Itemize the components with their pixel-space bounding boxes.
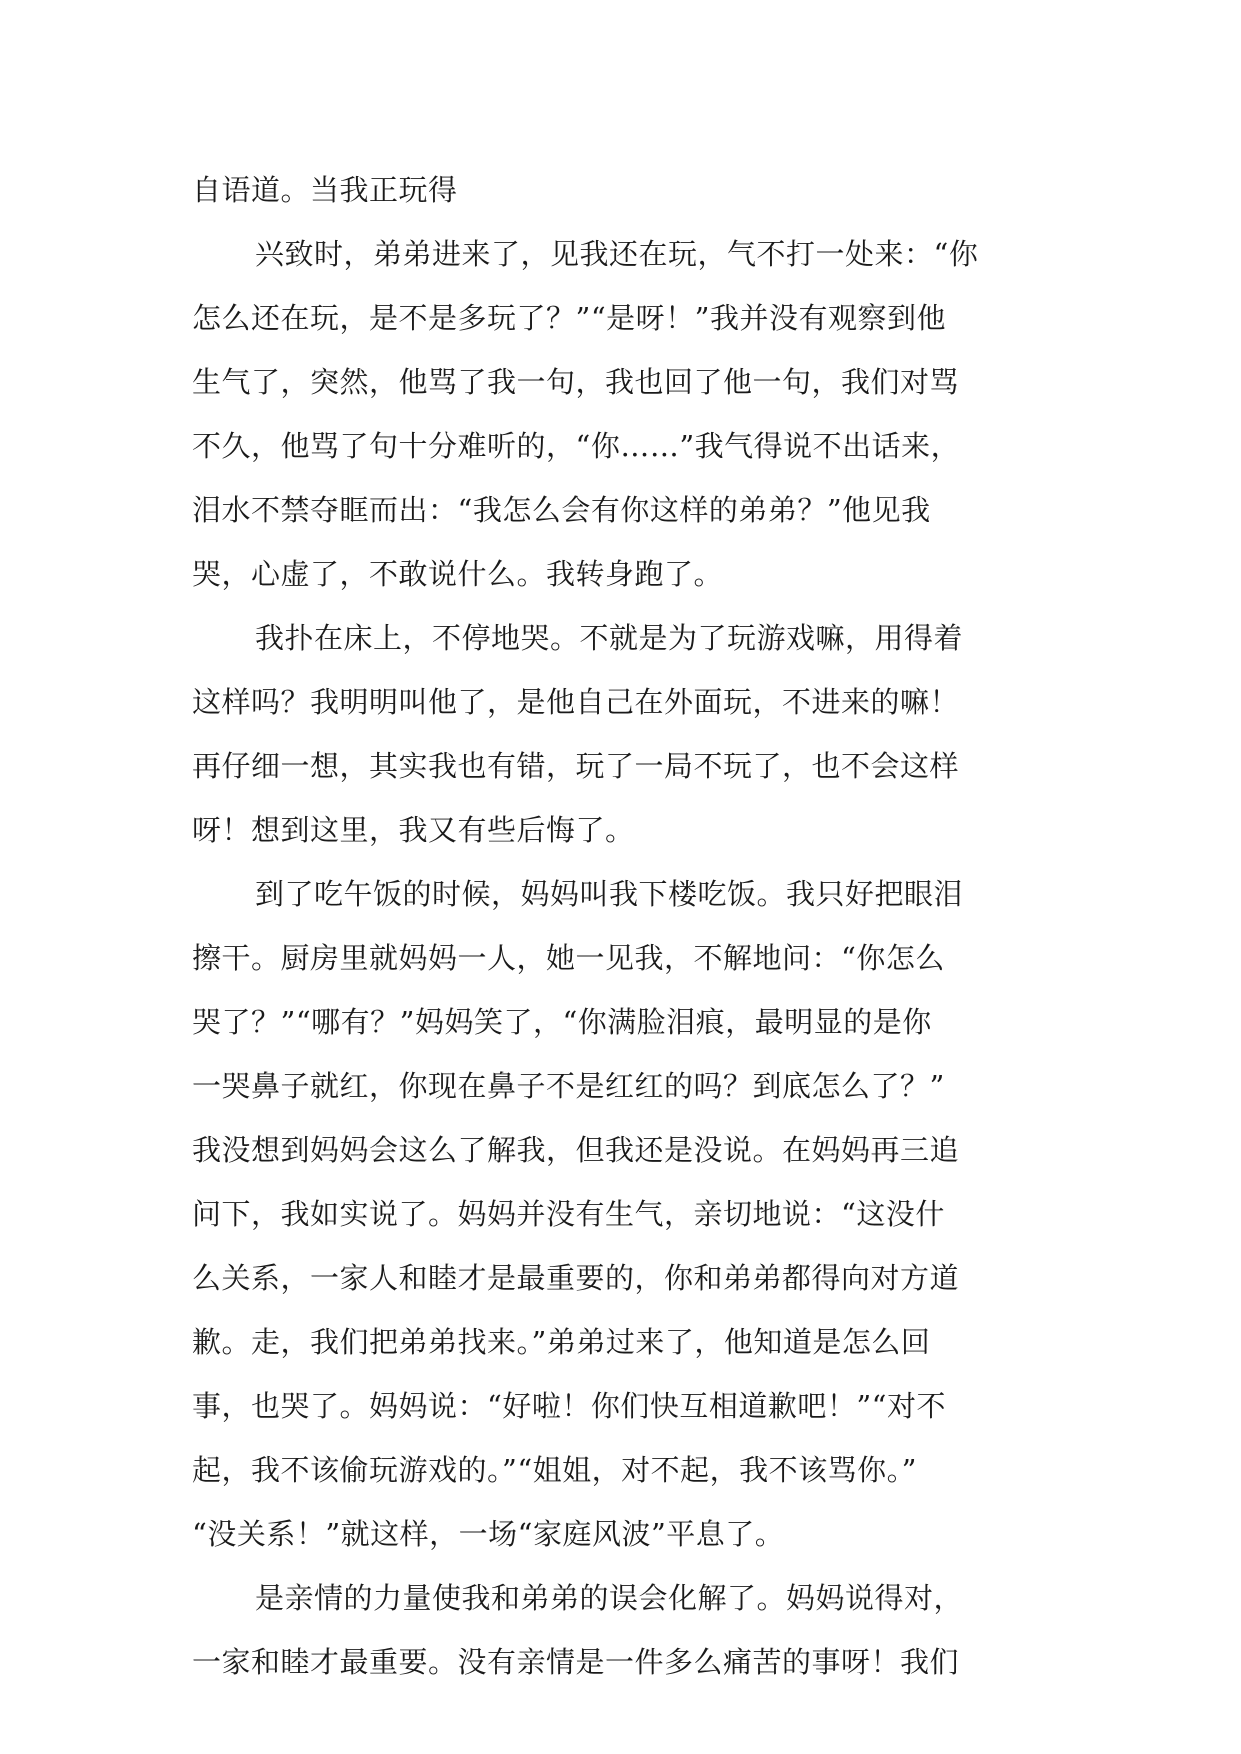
text-line: 擦干。厨房里就妈妈一人，她一见我，不解地问：“你怎么 — [192, 941, 945, 975]
text-line: 不久，他骂了句十分难听的，“你……”我气得说不出话来， — [192, 429, 961, 463]
text-line: 歉。走，我们把弟弟找来。”弟弟过来了，他知道是怎么回 — [192, 1325, 931, 1359]
text-line: 生气了，突然，他骂了我一句，我也回了他一句，我们对骂 — [192, 365, 960, 399]
text-line: 一家和睦才最重要。没有亲情是一件多么痛苦的事呀！我们 — [192, 1645, 960, 1679]
text-line: 泪水不禁夺眶而出：“我怎么会有你这样的弟弟？”他见我 — [192, 493, 931, 527]
essay-text — [192, 158, 1052, 1694]
text-line: 哭，心虚了，不敢说什么。我转身跑了。 — [192, 557, 724, 591]
text-line: 呀！想到这里，我又有些后悔了。 — [192, 813, 635, 847]
text-line: 我扑在床上，不停地哭。不就是为了玩游戏嘛，用得着 — [255, 621, 964, 655]
text-line: 怎么还在玩，是不是多玩了？”“是呀！”我并没有观察到他 — [192, 301, 946, 335]
text-line: 事，也哭了。妈妈说：“好啦！你们快互相道歉吧！”“对不 — [192, 1389, 946, 1423]
text-line: 一哭鼻子就红，你现在鼻子不是红红的吗？到底怎么了？” — [192, 1069, 945, 1103]
text-line: “没关系！”就这样，一场“家庭风波”平息了。 — [192, 1517, 785, 1551]
text-line: 兴致时，弟弟进来了，见我还在玩，气不打一处来：“你 — [255, 237, 979, 271]
text-line: 自语道。当我正玩得 — [192, 173, 458, 207]
text-line: 么关系，一家人和睦才是最重要的，你和弟弟都得向对方道 — [192, 1261, 960, 1295]
text-line: 是亲情的力量使我和弟弟的误会化解了。妈妈说得对， — [255, 1581, 964, 1615]
text-line: 问下，我如实说了。妈妈并没有生气，亲切地说：“这没什 — [192, 1197, 945, 1231]
text-line: 哭了？”“哪有？”妈妈笑了，“你满脸泪痕，最明显的是你 — [192, 1005, 932, 1039]
text-line: 到了吃午饭的时候，妈妈叫我下楼吃饭。我只好把眼泪 — [255, 877, 964, 911]
text-line: 再仔细一想，其实我也有错，玩了一局不玩了，也不会这样 — [192, 749, 960, 783]
text-line: 我没想到妈妈会这么了解我，但我还是没说。在妈妈再三追 — [192, 1133, 960, 1167]
text-line: 起，我不该偷玩游戏的。”“姐姐，对不起，我不该骂你。” — [192, 1453, 917, 1487]
text-line: 这样吗？我明明叫他了，是他自己在外面玩，不进来的嘛！ — [192, 685, 960, 719]
